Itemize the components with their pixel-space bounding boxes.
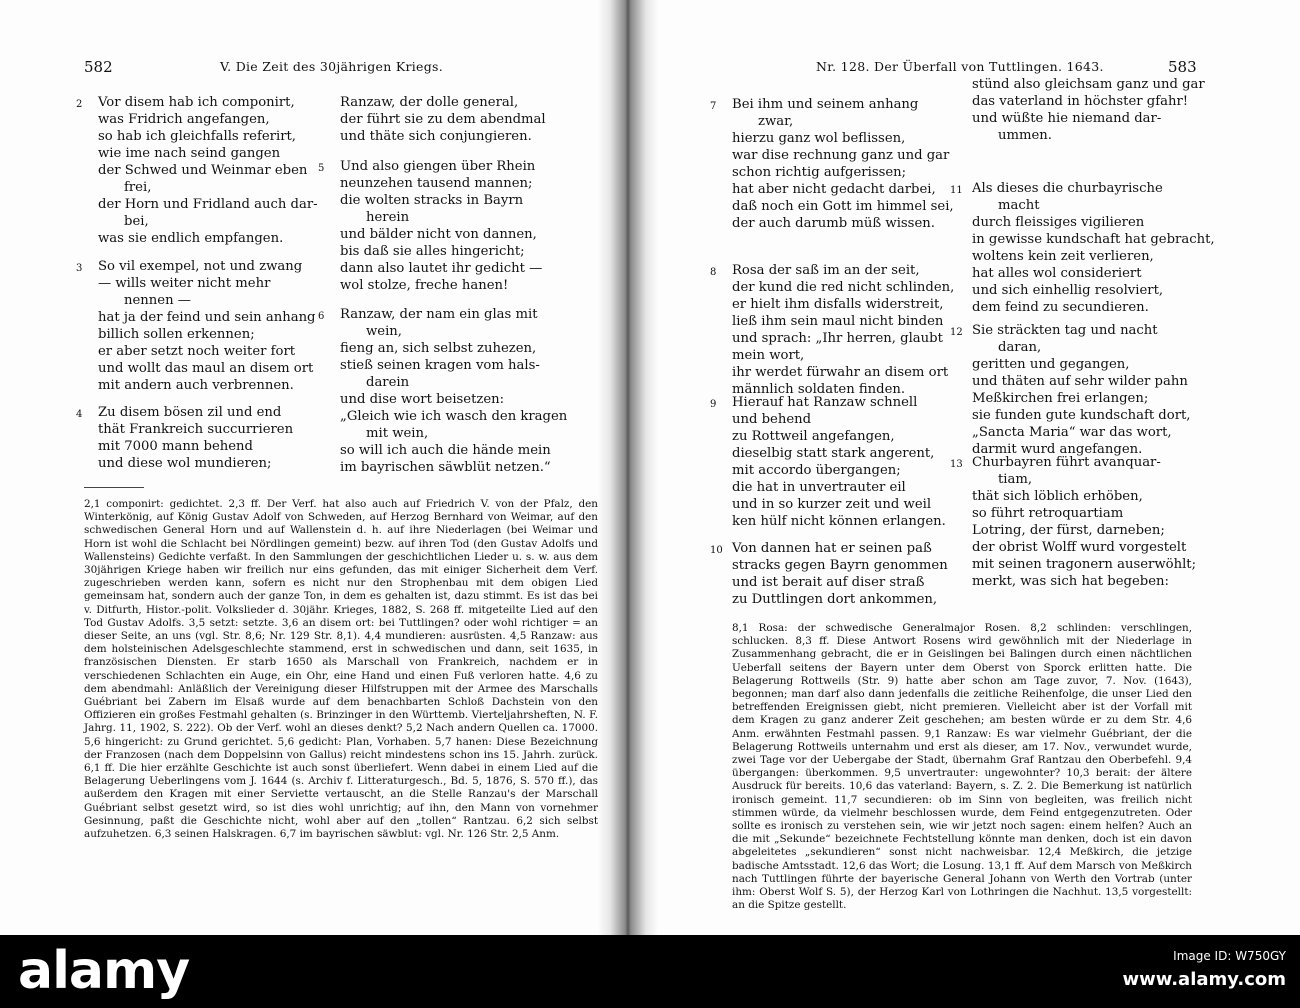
left-footnote-text: 2,1 componirt: gedichtet. 2,3 ff. Der Verf. hat also auch auf Friedrich V. von der Pfalz, den Winterkönig, auf König Gustav Adolf von Schweden, auf Herzog Bernhard von Weimar, auf den schwedischen General Horn und auf Wallenstein d. h. auf ihre Niederlagen (bei Weimar und Horn ist wohl die Schlacht bei Nördlingen gemeint) bezw. auf ihren Tod (den Gustav Adolfs und Wallensteins) Gedichte verfaßt. In den Sammlungen der geschichtlichen Lieder u. s. w. aus dem 30jährigen Kriege haben wir freilich nur eins gefunden, das mit einiger Sicherheit dem Verf. zugeschrieben werden kann, sofern es nicht nur den Strophenbau mit dem obigen Lied gemeinsam hat, sondern auch der ganze Ton, in dem es gehalten ist, dazu stimmt. Es ist das bei v. Ditfurth, Histor.-polit. Volkslieder d. 30jähr. Krieges, 1882, S. 268 ff. mitgeteilte Lied auf den Tod Gustav Adolfs. 3,5 setzt: setzte. 3,6 an disem ort: bei Tuttlingen? oder wohl richtiger = an dieser Seite, an uns (vgl. Str. 8,6; Nr. 129 Str. 8,1). 4,4 mundieren: ausrüsten. 4,5 Ranzaw: aus dem holsteinischen Adelsgeschlechte stammend, erst in schwedischen und dann, seit 1635, in französischen Diensten. Er starb 1650 als Marschall von Frankreich, nachdem er in verschiedenen Schlachten ein Auge, ein Ohr, eine Hand und einen Fuß verloren hatte. 4,6 zu dem abendmahl: Anläßlich der Vereinigung dieser Hilfstruppen mit der Armee des Marschalls Guébriant bei Zabern im Elsaß wurde auf dem benachbarten Schloß Dachstein von den Offizieren ein großes Festmahl gehalten (s. Brinzinger in den Württemb. Vierteljahrsheften, N. F. Jahrg. 11, 1902, S. 222). Ob der Verf. wohl an dieses denkt? 5,2 Nach andern Quellen ca. 17000. 5,6 hingericht: zu Grund gerichtet. 5,6 gedicht: Plan, Vorhaben. 5,7 hanen: Diese Bezeichnung der Franzosen (nach dem Doppelsinn von Gallus) reicht mindestens schon ins 15. Jahrh. zurück. 6,1 ff. Die hier erzählte Geschichte ist auch sonst überliefert. Wenn dabei in einem Lied auf die Belagerung Ueberlingens vom J. 1644 (s. Archiv f. Litteraturgesch., Bd. 5, 1876, S. 570 ff.), das außerdem den Kragen mit einer Serviette vertauscht, an die Stelle Ranzau's der Marschall Guébriant selbst gesetzt wird, so ist dies wohl unrichtig; auf ihn, den Mann von vornehmer Gesinnung, paßt die Geschichte nicht, wohl aber auf den „tollen“ Rantzau. 6,2 sich selbst aufzuhetzen. 6,3 seinen Halskragen. 6,7 im bayrischen säwblut: vgl. Nr. 126 Str. 2,5 Anm. [84,498,598,841]
verse-line: und wüßte hie niemand dar- [972,111,1162,126]
stanza-number: 5 [318,163,325,174]
verse-line: und thäte sich conjungieren. [340,129,532,144]
verse-line: der führt sie zu dem abendmal [340,112,546,127]
verse-line: Als dieses die churbayrische [972,181,1163,196]
verse-line: mit wein, [366,426,429,441]
verse-line: hat alles wol consideriert [972,266,1142,281]
verse-line: Lotring, der fürst, darneben; [972,523,1165,538]
verse-line: mein wort, [732,348,805,363]
verse-line: fieng an, sich selbst zuhezen, [340,341,537,356]
verse-line: daran, [998,340,1042,355]
verse-line: mit accordo übergangen; [732,463,901,478]
stanza [76,94,318,247]
verse-line: dann also lautet ihr gedicht — [340,261,543,276]
left-page-number: 582 [84,58,113,76]
site-url: www.alamy.com [1122,969,1286,990]
stanza-number: 2 [76,99,83,110]
verse-line: er aber setzt noch weiter fort [98,344,296,359]
verse-line: stieß seinen kragen vom hals- [340,358,540,373]
stanza [950,454,1197,590]
verse-line: hat aber nicht gedacht darbei, [732,182,936,197]
verse-line: „Sancta Maria“ war das wort, [972,425,1172,440]
verse-line: der Horn und Fridland auch dar- [98,197,318,212]
verse-line: merkt, was sich hat begeben: [972,574,1169,589]
verse-line: stünd also gleichsam ganz und gar [972,77,1205,92]
stanza-number: 7 [710,101,717,112]
verse-line: Ranzaw, der dolle general, [340,95,519,110]
footer-info [1122,949,1286,990]
footnote-rule [84,487,144,488]
verse-line: ließ ihm sein maul nicht binden [732,314,944,329]
stanza-number: 8 [710,267,717,278]
verse-line: macht [998,198,1040,213]
right-header-title: Nr. 128. Der Überfall von Tuttlingen. 1643. [816,59,1104,74]
stanza-number: 13 [950,459,963,470]
verse-line: mit seinen tragonern auserwöhlt; [972,557,1197,572]
right-footnote-text: 8,1 Rosa: der schwedische Generalmajor Rosen. 8,2 schlinden: verschlingen, schlucken. 8,3 ff. Diese Antwort Rosens wird gewöhnlich mit der Niederlage in Zusammenhang gebracht, die er in Geislingen bei Balingen durch einen nächtlichen Ueberfall seitens der Bayern unter dem Oberst von Sporck erlitten hatte. Die Belagerung Rottweils (Str. 9) hatte aber schon am Tage zuvor, 7. Nov. (1643), begonnen; man darf also dann jedenfalls die zeitliche Reihenfolge, die unser Lied den betreffenden Ereignissen giebt, nicht premieren. Vielleicht aber ist der Vorfall mit dem Kragen zu ganz anderer Zeit geschehen; am besten würde er zu dem Str. 4,6 Anm. erwähnten Festmahl passen. 9,1 Ranzaw: Es war vielmehr Guébriant, der die Belagerung Rottweils unternahm und erst als dieser, am 17. Nov., verwundet wurde, zwei Tage vor der Uebergabe der Stadt, übernahm Graf Rantzau den Oberbefehl. 9,4 übergangen: überkommen. 9,5 unvertrauter: ungewohnter? 10,3 berait: der ältere Ausdruck für bereits. 10,6 das vaterland: Bayern, s. Z. 2. Die Bemerkung ist natürlich ironisch gemeint. 11,7 secundieren: ob im Sinn von begleiten, was freilich nicht stimmen würde, da vielmehr beschlossen wurde, dem Feind entgegenzutreten. Oder sollte es ironisch zu verstehen sein, wie wir jetzt noch sagen: einem helfen? Auch an die mit „Sekunde“ bezeichnete Fechtstellung könnte man denken, doch ist ein davon abgeleitetes „sekundieren“ sonst nicht nachweisbar. 12,4 Meßkirch, die jetzige badische Amtsstadt. 12,6 das Wort; die Losung. 13,1 ff. Auf dem Marsch von Meßkirch nach Tuttlingen führte der bayerische General Johann von Werth den Vortrab (unter ihm: Oberst Wolf S. 5), der Herzog Karl von Lothringen die Nachhut. 13,5 vorgestellt: an die Spitze gestellt. [732,622,1192,912]
verse-line: zu Rottweil angefangen, [732,429,895,444]
verse-line: Zu disem bösen zil und end [98,405,282,420]
verse-line: mit 7000 mann behend [98,439,253,454]
stanza [710,540,948,608]
verse-line: war dise rechnung ganz und gar [732,148,950,163]
verse-line: und diese wol mundieren; [98,456,272,471]
verse-line: der auch darumb müß wissen. [732,216,935,231]
stanza [972,76,1205,144]
right-footnotes [732,622,1192,912]
verse-line: und sich einhellig resolviert, [972,283,1164,298]
verse-line: dieselbig statt stark angerent, [732,446,935,461]
alamy-logo: alamy [18,941,190,1001]
verse-line: und in so kurzer zeit und weil [732,497,932,512]
verse-line: Bei ihm und seinem anhang [732,97,919,112]
left-page-header [0,58,620,78]
verse-line: was Fridrich angefangen, [98,112,270,127]
stanza-number: 12 [950,327,963,338]
verse-line: So vil exempel, not und zwang [98,259,303,274]
verse-line: so führt retroquartiam [972,506,1124,521]
verse-line: mit andern auch verbrennen. [98,378,294,393]
verse-line: darmit wurd angefangen. [972,442,1143,457]
verse-line: die hat in unvertrauter eil [732,480,906,495]
left-page [0,0,620,935]
verse-line: im bayrischen säwblüt netzen.“ [340,460,551,475]
verse-line: stracks gegen Bayrn genommen [732,558,948,573]
left-header-title: V. Die Zeit des 30jährigen Kriegs. [220,59,444,74]
verse-line: und behend [732,412,812,427]
verse-line: Sie sträckten tag und nacht [972,323,1158,338]
verse-line: bei, [124,214,149,229]
left-footnotes [84,498,598,841]
stanza-number: 11 [950,185,963,196]
verse-line: ummen. [998,128,1052,143]
verse-line: Hierauf hat Ranzaw schnell [732,395,918,410]
verse-line: wie ime nach seind gangen [98,146,281,161]
verse-line: hat ja der feind und sein anhang [98,310,316,325]
stanza [710,96,954,232]
verse-line: thät Frankreich succurrieren [98,422,294,437]
right-page [640,0,1300,935]
verse-line: nennen — [124,293,191,308]
verse-line: die wolten stracks in Bayrn [340,193,524,208]
verse-line: Meßkirchen frei erlangen; [972,391,1149,406]
verse-line: der obrist Wolff wurd vorgestelt [972,540,1187,555]
stanza-number: 6 [318,311,325,322]
verse-line: neunzehen tausend mannen; [340,176,533,191]
verse-line: Ranzaw, der nam ein glas mit [340,307,538,322]
stanza [318,158,543,294]
watermark-footer [0,935,1300,1008]
stanza [710,394,946,530]
stanza [710,262,955,398]
verse-line: durch fleissiges vigilieren [972,215,1145,230]
stanza-number: 9 [710,399,717,410]
verse-line: wein, [366,324,402,339]
verse-line: was sie endlich empfangen. [98,231,284,246]
verse-line: woltens kein zeit verlieren, [972,249,1154,264]
verse-line: daß noch ein Gott im himmel sei, [732,199,954,214]
verse-line: ihr werdet fürwahr an disem ort [732,365,949,380]
stanza-number: 4 [76,409,83,420]
verse-line: wol stolze, freche hanen! [340,278,509,293]
verse-line: Rosa der saß im an der seit, [732,263,920,278]
verse-line: männlich soldaten finden. [732,382,906,397]
verse-line: thät sich löblich erhöben, [972,489,1143,504]
verse-line: — wills weiter nicht mehr [98,276,271,291]
verse-line: schon richtig aufgerissen; [732,165,907,180]
stanza [76,258,316,394]
verse-line: zu Duttlingen dort ankommen, [732,592,938,607]
verse-line: dem feind zu secundieren. [972,300,1149,315]
book-gutter [598,0,658,935]
verse-line: frei, [124,180,152,195]
verse-line: der Schwed und Weinmar eben [98,163,308,178]
verse-line: billich sollen erkennen; [98,327,255,342]
verse-line: bis daß sie alles hingericht; [340,244,525,259]
image-id: Image ID: W750GY [1173,949,1286,963]
verse-line: darein [366,375,410,390]
verse-line: ken hülf nicht können erlangen. [732,514,946,529]
verse-line: der kund die red nicht schlinden, [732,280,955,295]
stanza [950,322,1191,458]
verse-line: geritten und gegangen, [972,357,1130,372]
verse-line: er hielt ihm disfalls widerstreit, [732,297,944,312]
verse-line: so will ich auch die hände mein [340,443,551,458]
verse-line: und thäten auf sehr wilder pahn [972,374,1188,389]
right-page-number: 583 [1168,58,1197,76]
verse-line: Und also giengen über Rhein [340,159,536,174]
stanza [340,94,546,145]
stanza-number: 3 [76,263,83,274]
verse-line: Churbayren führt avanquar- [972,455,1161,470]
right-page-header [640,58,1300,78]
verse-line: und ist berait auf diser straß [732,575,925,590]
verse-line: das vaterland in höchster gfahr! [972,94,1189,109]
verse-line: so hab ich gleichfalls referirt, [98,129,296,144]
verse-line: und bälder nicht von dannen, [340,227,537,242]
verse-line: tiam, [998,472,1033,487]
verse-line: Vor disem hab ich componirt, [98,95,295,110]
verse-line: und sprach: „Ihr herren, glaubt [732,331,943,346]
stanza [76,404,294,472]
verse-line: Von dannen hat er seinen paß [732,541,932,556]
verse-line: sie funden gute kundschaft dort, [972,408,1191,423]
stanza [950,180,1215,316]
verse-line: hierzu ganz wol beflissen, [732,131,906,146]
verse-line: herein [366,210,410,225]
verse-line: in gewisse kundschaft hat gebracht, [972,232,1215,247]
stanza-number: 10 [710,545,723,556]
verse-line: „Gleich wie ich wasch den kragen [340,409,568,424]
stanza [318,306,568,476]
verse-line: zwar, [758,114,794,129]
verse-line: und wollt das maul an disem ort [98,361,314,376]
verse-line: und dise wort beisetzen: [340,392,505,407]
